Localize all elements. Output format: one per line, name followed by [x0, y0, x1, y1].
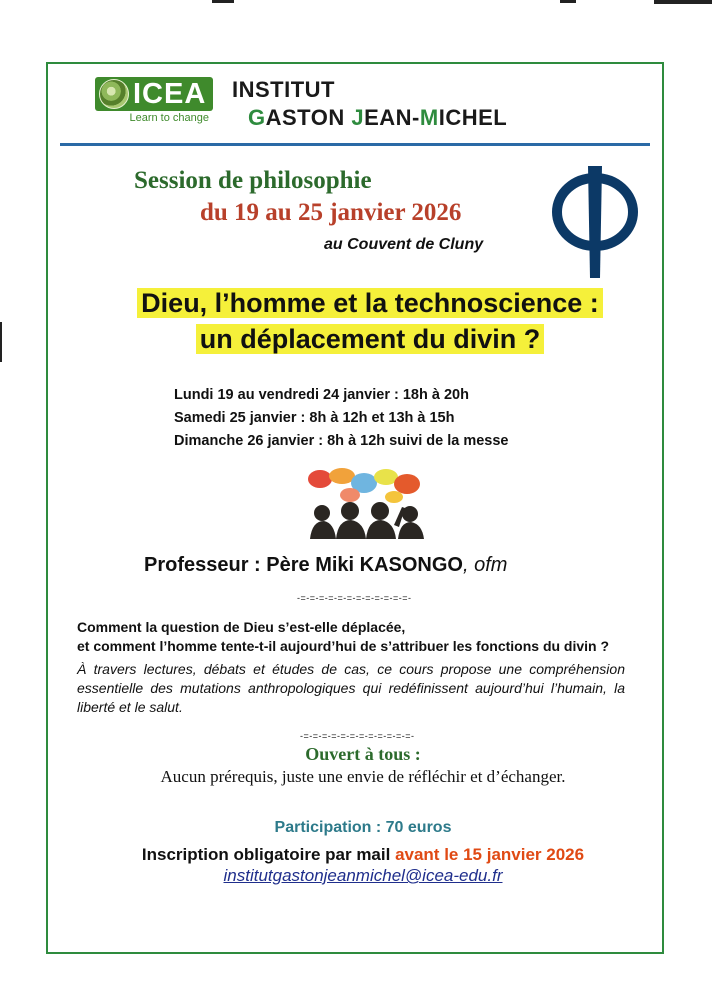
phi-symbol-icon	[548, 160, 642, 282]
scan-mark	[0, 322, 2, 362]
headline-line2: un déplacement du divin ?	[196, 324, 545, 354]
schedule-item: Lundi 19 au vendredi 24 janvier : 18h à 20h	[174, 387, 469, 403]
registration-text: Inscription obligatoire par mail	[141, 845, 396, 864]
session-dates: du 19 au 25 janvier 2026	[200, 199, 462, 226]
open-heading: Ouvert à tous :	[305, 744, 421, 764]
email-link[interactable]: institutgastonjeanmichel@icea-edu.fr	[223, 866, 503, 885]
participation-price: Participation : 70 euros	[274, 819, 452, 836]
headline-line1: Dieu, l’homme et la technoscience :	[137, 288, 603, 318]
separator: -=-=-=-=-=-=-=-=-=-=-=-=-	[300, 731, 415, 741]
schedule-item: Dimanche 26 janvier : 8h à 12h suivi de la messe	[174, 433, 509, 449]
icea-logo	[95, 77, 213, 125]
institute-line2: GASTON JEAN-MICHEL	[248, 105, 508, 130]
question-line1: Comment la question de Dieu s’est-elle déplacée,	[77, 619, 406, 635]
session-place: au Couvent de Cluny	[324, 236, 484, 253]
course-question	[77, 618, 609, 656]
schedule	[174, 384, 508, 453]
professor-name: Professeur : Père Miki KASONGO	[144, 554, 463, 576]
scan-mark	[212, 0, 234, 3]
professor	[144, 554, 507, 577]
logo-text: ICEA	[133, 78, 207, 110]
header-rule	[60, 143, 650, 146]
professor-suffix: , ofm	[462, 554, 508, 576]
schedule-item: Samedi 25 janvier : 8h à 12h et 13h à 15h	[174, 410, 455, 426]
scan-mark	[560, 0, 576, 3]
session-title: Session de philosophie	[134, 167, 372, 194]
institute-name	[232, 76, 507, 132]
speech-bubbles-people-icon	[306, 467, 424, 539]
institute-line1: INSTITUT	[232, 77, 335, 102]
headline	[96, 285, 644, 357]
globe-icon	[99, 79, 129, 109]
scan-mark	[654, 0, 712, 4]
registration	[0, 845, 726, 865]
course-description: À travers lectures, débats et études de cas, ce cours propose une compréhension essentielle des mutations anthropologiques qui redéfinissent aujourd’hui l’humain, la liberté et le salut.	[77, 661, 625, 715]
logo-tagline: Learn to change	[129, 112, 209, 124]
registration-deadline: avant le 15 janvier 2026	[395, 845, 585, 864]
question-line2: et comment l’homme tente-t-il aujourd’hui de s’attribuer les fonctions du divin ?	[77, 638, 610, 654]
open-text: Aucun prérequis, juste une envie de réfléchir et d’échanger.	[160, 767, 566, 786]
separator: -=-=-=-=-=-=-=-=-=-=-=-=-	[297, 593, 412, 603]
